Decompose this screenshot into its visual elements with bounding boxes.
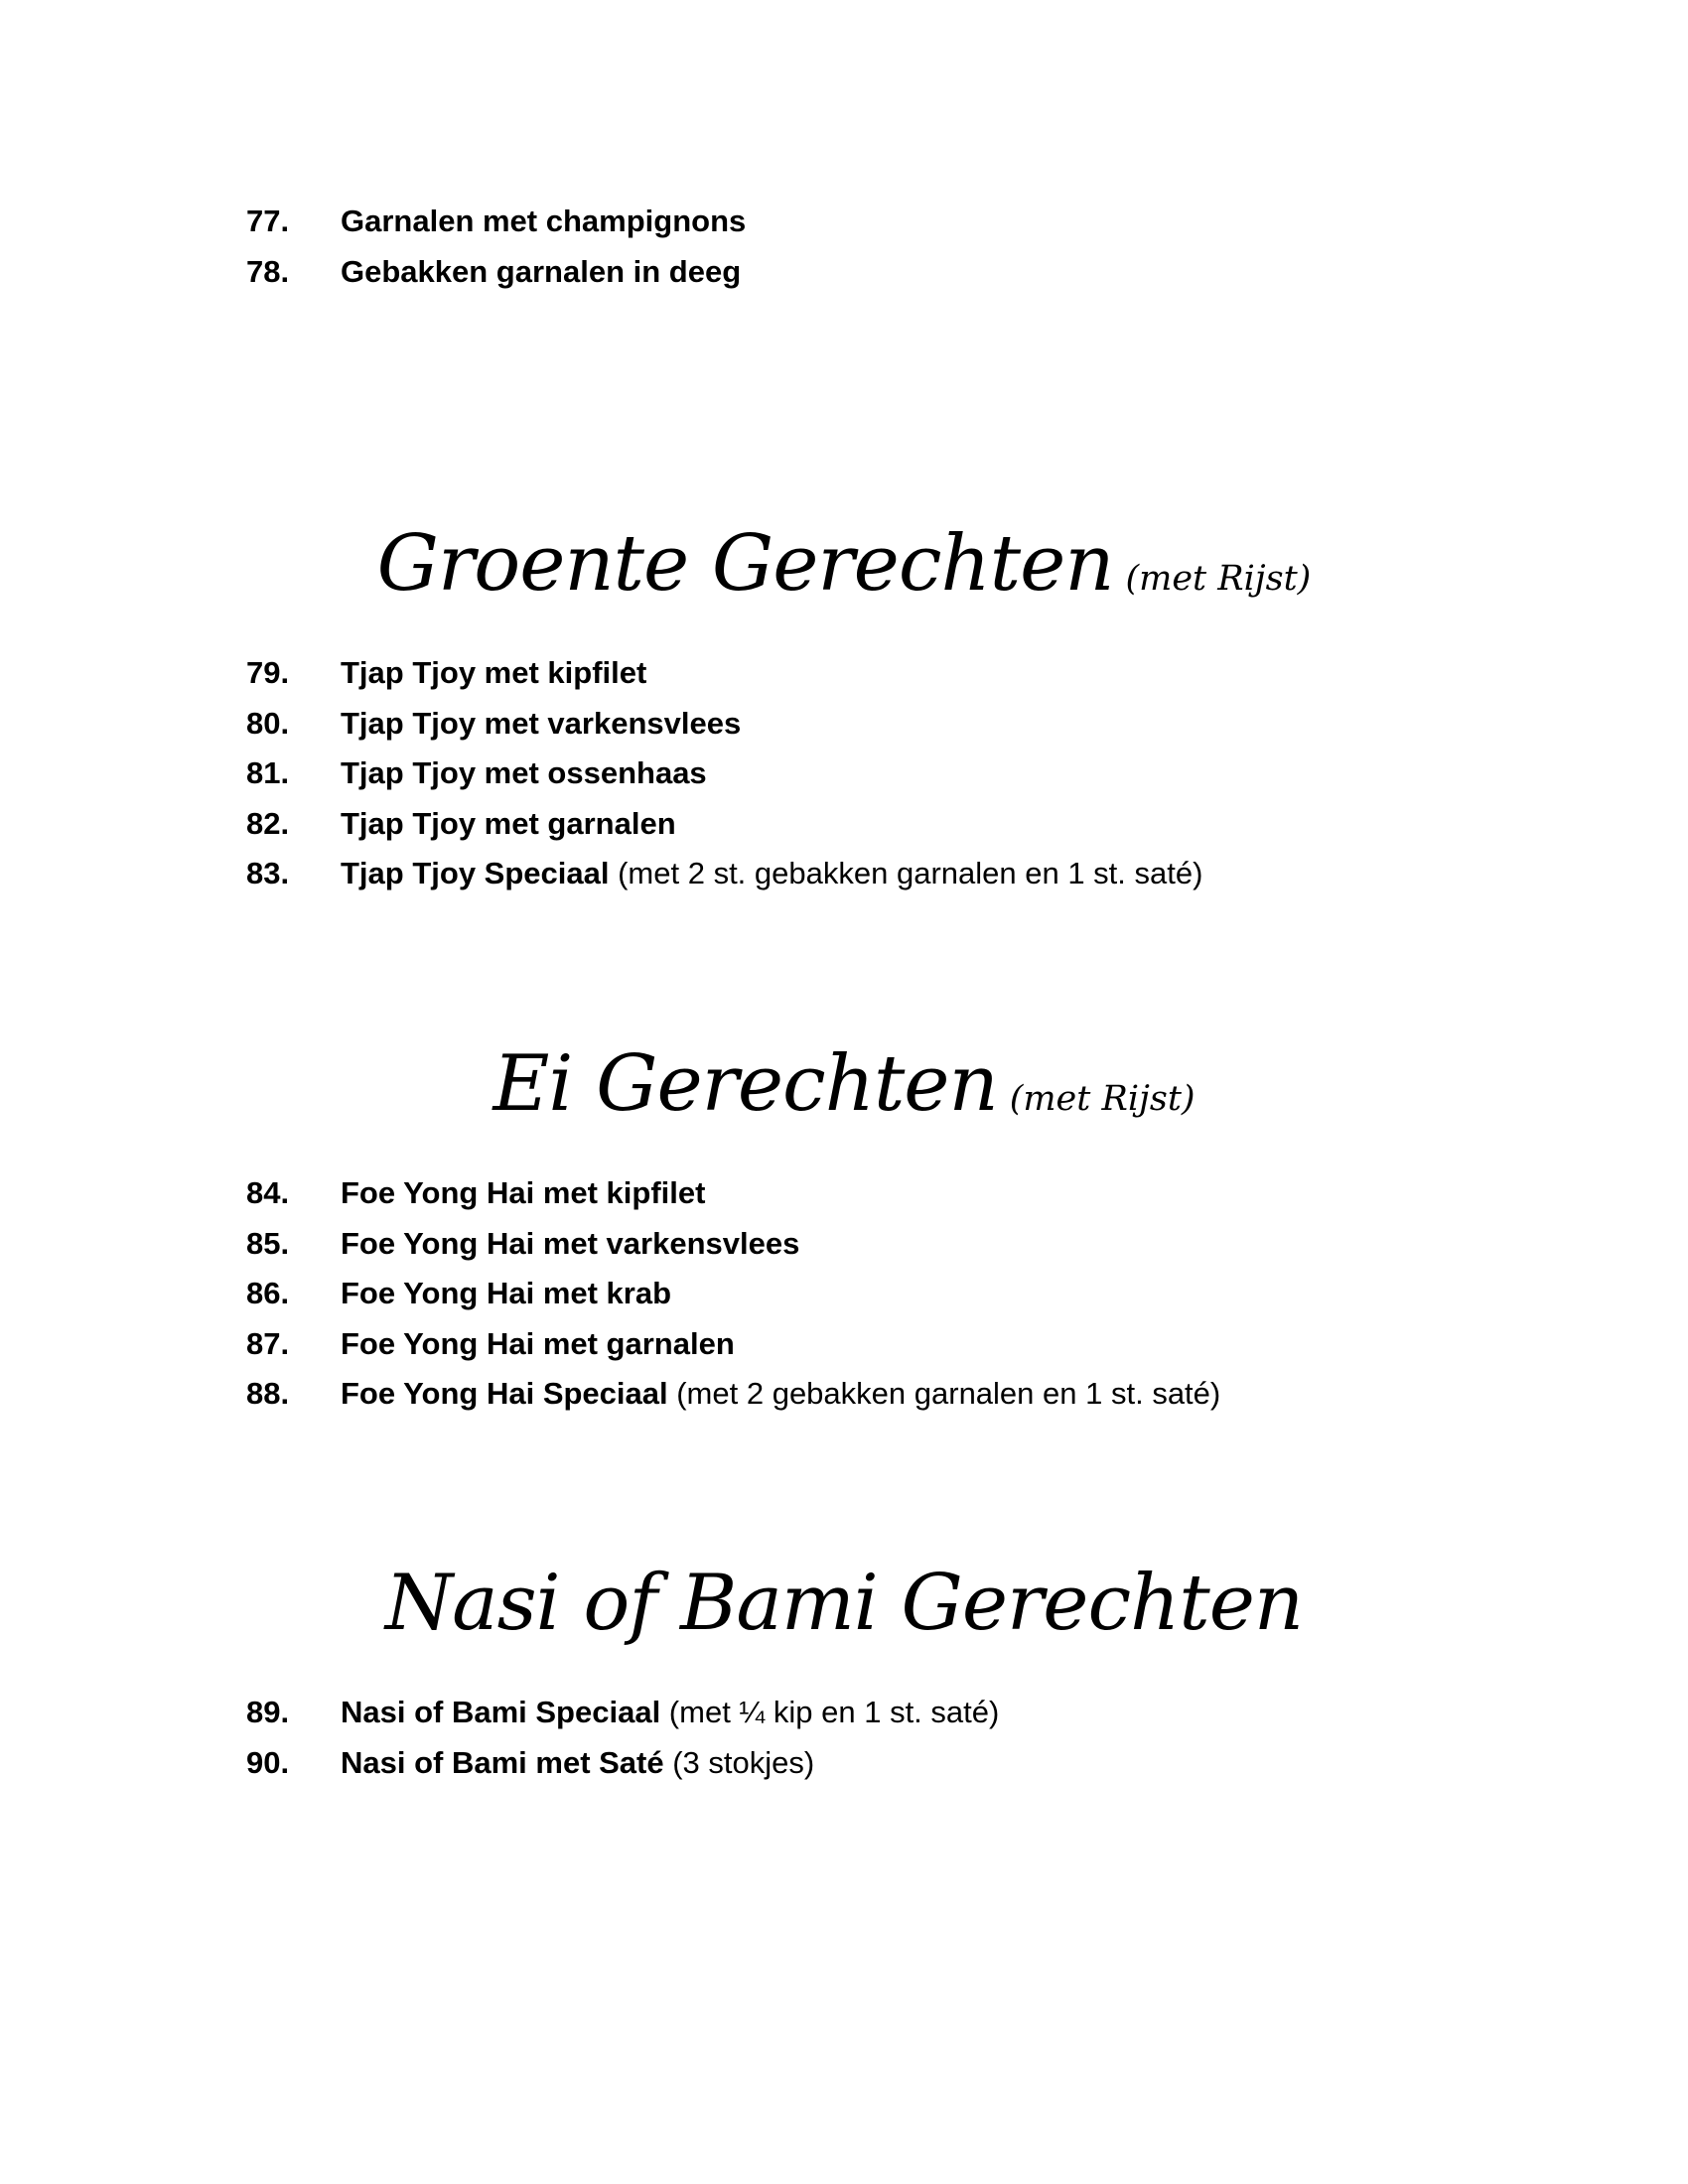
item-number: 88.	[246, 1376, 290, 1411]
heading-title: Ei Gerechten	[492, 1039, 998, 1129]
item-note: (met ¼ kip en 1 st. saté)	[660, 1695, 1000, 1729]
item-name: Tjap Tjoy met garnalen	[341, 805, 676, 841]
item-name: Garnalen met champignons	[341, 204, 747, 238]
item-name: Foe Yong Hai met garnalen	[341, 1325, 735, 1361]
item-name: Tjap Tjoy met ossenhaas	[341, 755, 707, 790]
item-number: 87.	[246, 1325, 290, 1361]
item-name: Foe Yong Hai met kipfilet	[341, 1175, 706, 1210]
item-number: 80.	[246, 705, 290, 741]
item-number: 77.	[246, 204, 290, 238]
item-name: Nasi of Bami Speciaal	[341, 1695, 661, 1729]
item-note: (met 2 st. gebakken garnalen en 1 st. saté)	[609, 856, 1203, 890]
item-number: 81.	[246, 755, 290, 790]
item-number: 82.	[246, 805, 290, 841]
item-name: Foe Yong Hai met varkensvlees	[341, 1225, 800, 1261]
section-heading-ei	[0, 1039, 1688, 1129]
heading-title: Groente Gerechten	[376, 519, 1114, 609]
item-number: 83.	[246, 856, 290, 890]
item-name: Foe Yong Hai met krab	[341, 1276, 672, 1310]
item-number: 78.	[246, 253, 290, 289]
item-name: Nasi of Bami met Saté	[341, 1744, 664, 1780]
item-name: Gebakken garnalen in deeg	[341, 253, 742, 289]
heading-subtitle: (met Rijst)	[1125, 559, 1312, 599]
item-number: 84.	[246, 1175, 290, 1210]
item-number: 86.	[246, 1276, 290, 1310]
item-note: (met 2 gebakken garnalen en 1 st. saté)	[667, 1376, 1221, 1411]
item-name: Tjap Tjoy Speciaal	[341, 856, 610, 890]
section-heading-groente	[0, 519, 1688, 609]
item-number: 90.	[246, 1744, 290, 1780]
item-number: 89.	[246, 1695, 290, 1729]
heading-subtitle: (met Rijst)	[1009, 1079, 1196, 1119]
item-note: (3 stokjes)	[663, 1744, 815, 1780]
item-name: Tjap Tjoy met kipfilet	[341, 655, 647, 690]
item-number: 85.	[246, 1225, 290, 1261]
item-name: Foe Yong Hai Speciaal	[341, 1376, 668, 1411]
heading-title: Nasi of Bami Gerechten	[384, 1559, 1304, 1648]
item-number: 79.	[246, 655, 290, 690]
item-name: Tjap Tjoy met varkensvlees	[341, 705, 742, 741]
section-heading-nasi-bami	[0, 1559, 1688, 1648]
